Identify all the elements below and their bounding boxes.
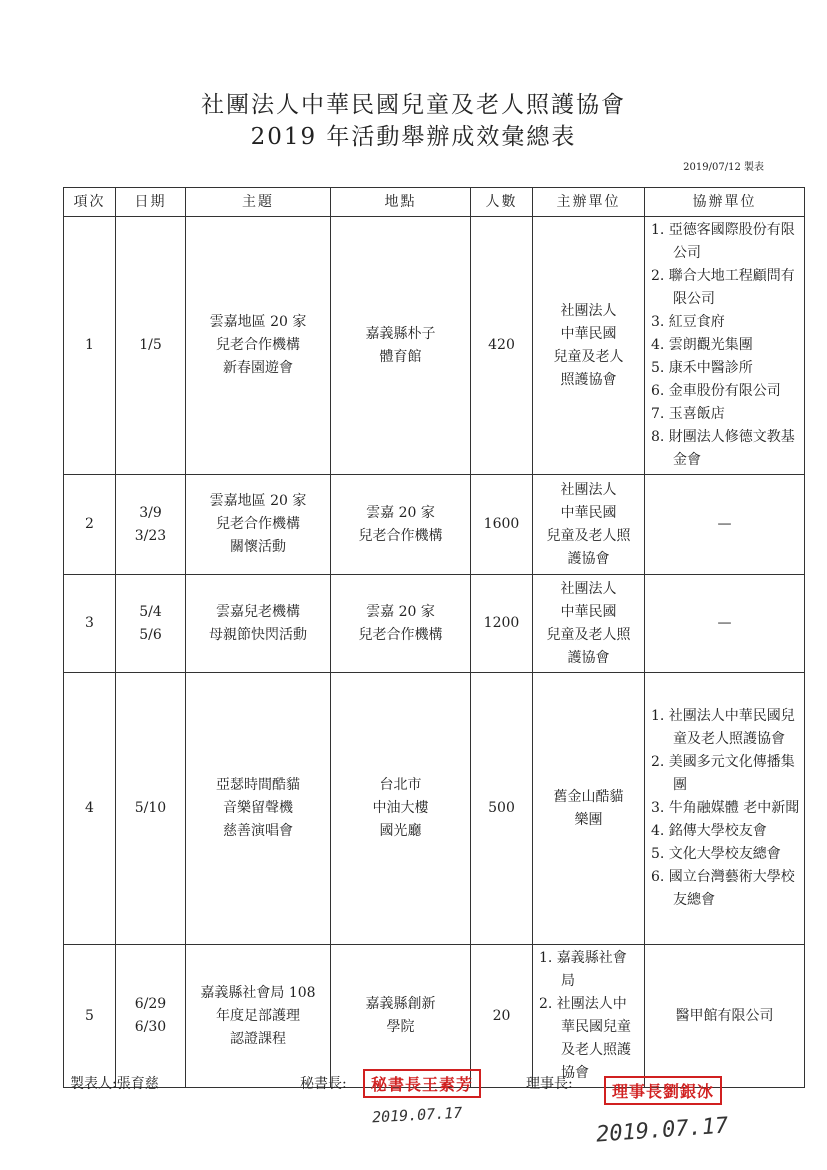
cell-count: 20 [471,945,533,1088]
made-date: 2019/07/12 製表 [683,162,764,173]
cell-count: 1200 [471,575,533,673]
cell-cohost: — [645,575,805,673]
cell-count: 500 [471,673,533,945]
header-count: 人數 [471,188,533,217]
chairman-stamp: 理事長劉銀冰 [604,1076,722,1105]
cell-cohost: — [645,475,805,575]
table-row [64,945,805,1088]
table-row [64,575,805,673]
cell-place: 嘉義縣創新 學院 [331,945,471,1088]
header-cohost: 協辦單位 [645,188,805,217]
cell-place: 嘉義縣朴子 體育館 [331,217,471,475]
cell-cohost: 醫甲館有限公司 [645,945,805,1088]
header-topic: 主題 [186,188,331,217]
header-host: 主辦單位 [533,188,645,217]
cell-no: 3 [64,575,116,673]
activity-table [63,187,805,1088]
table-header-row [64,188,805,217]
cell-no: 1 [64,217,116,475]
cell-host: 社團法人 中華民國 兒童及老人 照護協會 [533,217,645,475]
header-date: 日期 [116,188,186,217]
cell-date: 3/9 3/23 [116,475,186,575]
cell-place: 雲嘉 20 家 兒老合作機構 [331,475,471,575]
cell-topic: 雲嘉地區 20 家 兒老合作機構 新春園遊會 [186,217,331,475]
cell-date: 6/29 6/30 [116,945,186,1088]
maker-label: 製表人:張育慈 [70,1076,159,1092]
cell-cohost: 1. 亞德客國際股份有限公司 2. 聯合大地工程顧問有限公司 3. 紅豆食府 4. 雲朗觀光集團 5. 康禾中醫診所 6. 金車股份有限公司 7. 玉喜飯店 8. 財團法人修德文教基金會 [645,217,805,475]
cell-no: 4 [64,673,116,945]
cell-host: 1. 嘉義縣社會局 2. 社團法人中華民國兒童及老人照護協會 [533,945,645,1088]
cell-topic: 雲嘉地區 20 家 兒老合作機構 關懷活動 [186,475,331,575]
cell-date: 5/10 [116,673,186,945]
cell-cohost: 1. 社團法人中華民國兒童及老人照護協會 2. 美國多元文化傳播集團 3. 牛角融媒體 老中新聞 4. 銘傳大學校友會 5. 文化大學校友總會 6. 國立台灣藝術大學校友總會 [645,673,805,945]
cell-topic: 亞瑟時間酷貓 音樂留聲機 慈善演唱會 [186,673,331,945]
cell-count: 1600 [471,475,533,575]
cell-date: 1/5 [116,217,186,475]
secretary-signature: 2019.07.17 [371,1103,463,1127]
cell-no: 2 [64,475,116,575]
header-place: 地點 [331,188,471,217]
table-row [64,475,805,575]
cell-host: 社團法人 中華民國 兒童及老人照 護協會 [533,475,645,575]
table-row [64,673,805,945]
table-row [64,217,805,475]
cell-host: 舊金山酷貓 樂團 [533,673,645,945]
cell-place: 雲嘉 20 家 兒老合作機構 [331,575,471,673]
report-title: 2019 年活動舉辦成效彙總表 [250,124,577,150]
chairman-label: 理事長: [526,1076,573,1092]
cell-count: 420 [471,217,533,475]
secretary-stamp: 秘書長王素芳 [363,1069,481,1098]
secretary-label: 秘書長: [300,1076,347,1092]
cell-topic: 嘉義縣社會局 108 年度足部護理 認證課程 [186,945,331,1088]
header-no: 項次 [64,188,116,217]
cell-place: 台北市 中油大樓 國光廳 [331,673,471,945]
cell-host: 社團法人 中華民國 兒童及老人照 護協會 [533,575,645,673]
cell-topic: 雲嘉兒老機構 母親節快閃活動 [186,575,331,673]
chairman-signature: 2019.07.17 [595,1113,730,1148]
org-title: 社團法人中華民國兒童及老人照護協會 [201,92,626,118]
cell-date: 5/4 5/6 [116,575,186,673]
cell-no: 5 [64,945,116,1088]
